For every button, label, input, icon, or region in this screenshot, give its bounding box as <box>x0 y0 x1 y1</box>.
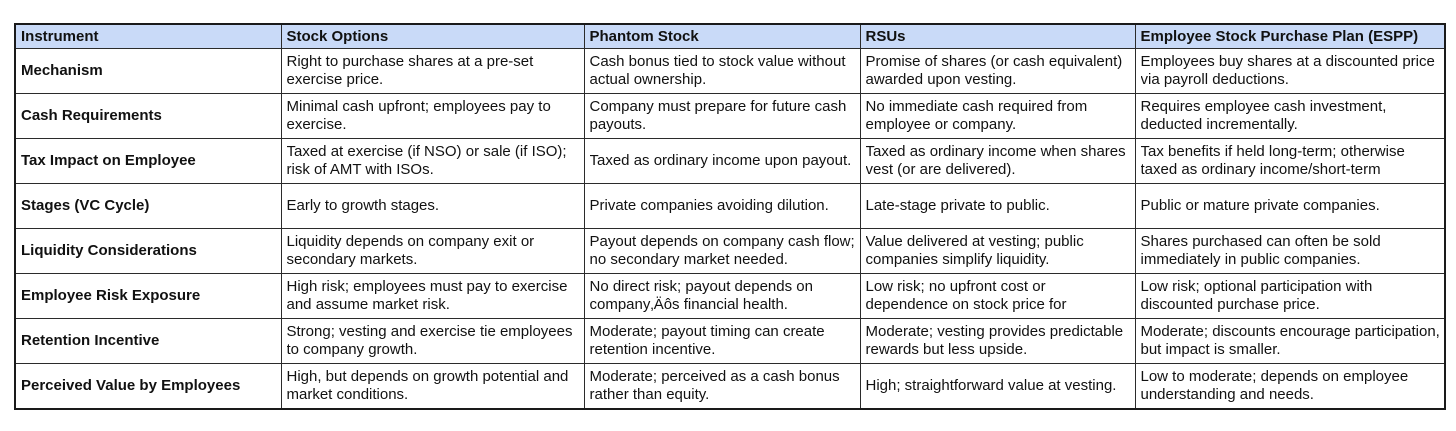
row-label: Mechanism <box>15 49 281 94</box>
cell-text: Low risk; no upfront cost or dependence on stock price for <box>865 278 1067 313</box>
cell-text: Strong; vesting and exercise tie employees to company growth. <box>286 323 573 358</box>
header-phantom-stock: Phantom Stock <box>584 24 860 49</box>
cell-text: Low to moderate; depends on employee understanding and needs. <box>1140 368 1409 403</box>
table-cell <box>1135 49 1445 94</box>
cell-text: Shares purchased can often be sold immediately in public companies. <box>1140 233 1381 268</box>
table-cell <box>1135 229 1445 274</box>
header-instrument: Instrument <box>15 24 281 49</box>
table-cell <box>281 274 584 319</box>
table-cell <box>1135 319 1445 364</box>
table-row <box>15 364 1445 410</box>
table-cell <box>860 184 1135 229</box>
cell-text: Payout depends on company cash flow; no secondary market needed. <box>589 233 855 268</box>
row-label: Employee Risk Exposure <box>15 274 281 319</box>
table-cell <box>1135 274 1445 319</box>
cell-text: Moderate; payout timing can create retention incentive. <box>589 323 825 358</box>
table-row <box>15 274 1445 319</box>
table-cell <box>860 274 1135 319</box>
cell-text: High, but depends on growth potential and market conditions. <box>286 368 569 403</box>
cell-text: Requires employee cash investment, deducted incrementally. <box>1140 98 1387 133</box>
table-cell <box>1135 139 1445 184</box>
table-cell <box>584 49 860 94</box>
table-row <box>15 139 1445 184</box>
table-cell <box>281 94 584 139</box>
table-cell <box>281 319 584 364</box>
cell-text: Taxed as ordinary income when shares vest (or are delivered). <box>865 143 1126 178</box>
cell-text: High; straightforward value at vesting. <box>865 377 1117 394</box>
row-label: Tax Impact on Employee <box>15 139 281 184</box>
cell-text: Public or mature private companies. <box>1140 197 1380 214</box>
table-cell <box>281 49 584 94</box>
table-cell <box>281 229 584 274</box>
cell-text: Cash bonus tied to stock value without actual ownership. <box>589 53 846 88</box>
row-label: Stages (VC Cycle) <box>15 184 281 229</box>
comparison-table-container <box>14 23 1444 410</box>
cell-text: Private companies avoiding dilution. <box>589 197 829 214</box>
table-cell <box>584 229 860 274</box>
table-cell <box>1135 364 1445 410</box>
table-cell <box>1135 184 1445 229</box>
cell-text: Moderate; vesting provides predictable rewards but less upside. <box>865 323 1124 358</box>
table-cell <box>860 364 1135 410</box>
table-body <box>15 49 1445 410</box>
table-cell <box>281 184 584 229</box>
cell-text: Taxed as ordinary income upon payout. <box>589 152 852 169</box>
table-cell <box>584 319 860 364</box>
row-label: Cash Requirements <box>15 94 281 139</box>
cell-text: High risk; employees must pay to exercise and assume market risk. <box>286 278 568 313</box>
equity-instruments-comparison-table <box>14 23 1446 410</box>
cell-text: Promise of shares (or cash equivalent) awarded upon vesting. <box>865 53 1123 88</box>
row-label: Liquidity Considerations <box>15 229 281 274</box>
header-espp: Employee Stock Purchase Plan (ESPP) <box>1135 24 1445 49</box>
cell-text: Employees buy shares at a discounted price via payroll deductions. <box>1140 53 1435 88</box>
table-cell <box>281 139 584 184</box>
table-cell <box>1135 94 1445 139</box>
cell-text: Value delivered at vesting; public companies simplify liquidity. <box>865 233 1084 268</box>
cell-text: Right to purchase shares at a pre-set exercise price. <box>286 53 534 88</box>
table-cell <box>584 139 860 184</box>
table-cell <box>584 184 860 229</box>
row-label: Retention Incentive <box>15 319 281 364</box>
cell-text: No direct risk; payout depends on company‚Äôs financial health. <box>589 278 813 313</box>
cell-text: No immediate cash required from employee or company. <box>865 98 1088 133</box>
cell-text: Liquidity depends on company exit or secondary markets. <box>286 233 535 268</box>
row-label: Perceived Value by Employees <box>15 364 281 410</box>
cell-text: Moderate; perceived as a cash bonus rather than equity. <box>589 368 840 403</box>
cell-text: Minimal cash upfront; employees pay to exercise. <box>286 98 551 133</box>
cell-text: Taxed at exercise (if NSO) or sale (if ISO); risk of AMT with ISOs. <box>286 143 567 178</box>
table-cell <box>860 319 1135 364</box>
table-cell <box>584 274 860 319</box>
cell-text: Late-stage private to public. <box>865 197 1050 214</box>
header-stock-options: Stock Options <box>281 24 584 49</box>
header-rsus: RSUs <box>860 24 1135 49</box>
cell-text: Moderate; discounts encourage participation, but impact is smaller. <box>1140 323 1440 358</box>
table-row <box>15 184 1445 229</box>
header-row <box>15 24 1445 49</box>
table-header <box>15 24 1445 49</box>
table-cell <box>281 364 584 410</box>
table-cell <box>860 139 1135 184</box>
table-row <box>15 94 1445 139</box>
cell-text: Tax benefits if held long-term; otherwise taxed as ordinary income/short-term <box>1140 143 1405 178</box>
table-cell <box>860 94 1135 139</box>
table-cell <box>584 94 860 139</box>
cell-text: Company must prepare for future cash payouts. <box>589 98 847 133</box>
table-cell <box>584 364 860 410</box>
cell-text: Early to growth stages. <box>286 197 440 214</box>
table-cell <box>860 49 1135 94</box>
cell-text: Low risk; optional participation with discounted purchase price. <box>1140 278 1373 313</box>
table-cell <box>860 229 1135 274</box>
table-row <box>15 319 1445 364</box>
table-row <box>15 229 1445 274</box>
table-row <box>15 49 1445 94</box>
